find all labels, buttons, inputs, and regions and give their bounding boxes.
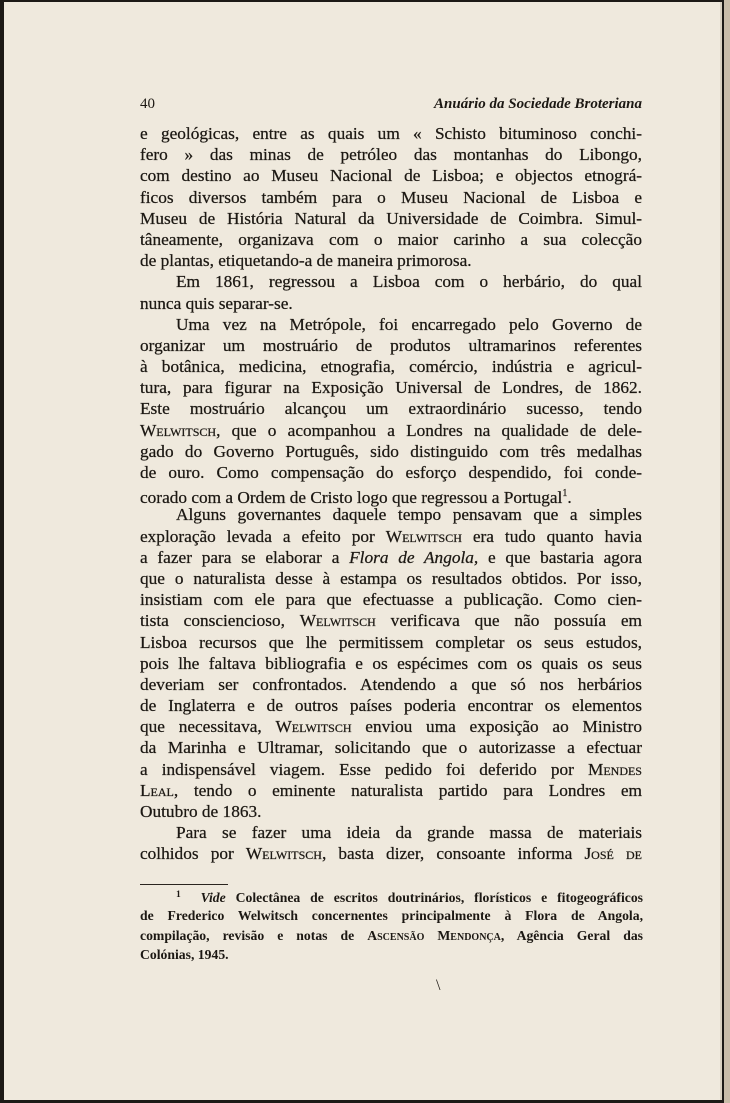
author-name: Welwitsch (140, 420, 217, 440)
footnote-line: $^1$ Vide Colectânea de escritos doutrinários, florísticos e fitogeográficos (176, 890, 643, 905)
text-line: tura, para figurar na Exposição Universal de Londres, de 1862. (140, 378, 642, 398)
text-line: tâneamente, organizava com o maior carinho a sua colecção (140, 229, 642, 249)
text-line: insistiam com ele para que efectuasse a publicação. Como cien- (140, 590, 642, 610)
text-line: Welwitsch, que o acompanhou a Londres na qualidade de dele- (140, 420, 642, 440)
text-line: que necessitava, Welwitsch enviou uma exposição ao Ministro (140, 717, 642, 737)
text-line: exploração levada a efeito por Welwitsch era tudo quanto havia (140, 526, 642, 546)
text-line: de plantas, etiquetando-a de maneira primorosa. (140, 251, 472, 271)
text-line: Uma vez na Metrópole, foi encarregado pelo Governo de (176, 314, 642, 334)
footnote-mark: 1 (176, 890, 181, 900)
stray-ink-mark: \ (436, 977, 441, 994)
text-line: que o naturalista desse à estampa os resultados obtidos. Por isso, (140, 568, 642, 588)
footnote-reference: 1 (562, 488, 568, 500)
text-line: Lisboa recursos que lhe permitissem completar os seus estudos, (140, 632, 642, 652)
author-name: Welwitsch (299, 611, 376, 631)
body-text (140, 123, 642, 865)
book-title: Flora de Angola, (349, 547, 479, 567)
text-line: de ouro. Como compensação do esforço despendido, foi conde- (140, 463, 642, 482)
text-line: fero » das minas de petróleo das montanhas do Libongo, (140, 145, 642, 165)
text-line: nunca quis separar-se. (140, 293, 293, 313)
text-line: corado com a Ordem de Cristo logo que regressou a Portugal$^1$. (140, 487, 572, 507)
text-line: a indispensável viagem. Esse pedido foi deferido por Mendes (140, 759, 642, 779)
footnote-line: compilação, revisão e notas de Ascensão Mendonça, Agência Geral das (140, 927, 643, 943)
author-name: Welwitsch (275, 717, 352, 737)
text-line: com destino ao Museu Nacional de Lisboa; e objectos etnográ- (140, 166, 642, 186)
text-line: da Marinha e Ultramar, solicitando que o autorizasse a efectuar (140, 738, 642, 758)
text-line: ficos diversos também para o Museu Nacional de Lisboa e (140, 187, 642, 207)
person-name: José de (584, 844, 642, 864)
text-line: Em 1861, regressou a Lisboa com o herbário, do qual (176, 272, 642, 292)
text-line: pois lhe faltava bibliografia e os espécimes com os quais os seus (140, 653, 642, 673)
text-line: Outubro de 1863. (140, 802, 262, 821)
text-line: Para se fazer uma ideia da grande massa de materiais (176, 823, 642, 843)
page-number: 40 (140, 96, 155, 112)
text-line: tista consciencioso, Welwitsch verificava que não possuía em (140, 611, 642, 631)
page-edge (724, 0, 730, 1103)
text-line: a fazer para se elaborar a Flora de Angola, e que bastaria agora (140, 547, 642, 567)
text-line: de Inglaterra e de outros países poderia encontrar os elementos (140, 696, 642, 716)
text-line: Museu de História Natural da Universidade de Coimbra. Simul- (140, 208, 642, 228)
author-name: Welwitsch (245, 844, 322, 864)
footnote-divider (140, 884, 228, 885)
running-title: Anuário da Sociedade Broteriana (434, 96, 642, 112)
text-line: gado do Governo Português, sido distinguido com três medalhas (140, 441, 642, 461)
text-line: colhidos por Welwitsch, basta dizer, consoante informa José de (140, 844, 642, 864)
text-line: Leal, tendo o eminente naturalista partido para Londres em (140, 780, 642, 800)
person-name: Leal (140, 780, 174, 800)
text-line: e geológicas, entre as quais um « Schisto bituminoso conchi- (140, 124, 642, 143)
footnote (140, 886, 643, 965)
footnote-line: de Frederico Welwitsch concernentes principalmente à Flora de Angola, (140, 907, 643, 923)
person-name: Mendes (587, 759, 642, 779)
author-name: Welwitsch (385, 526, 462, 546)
text-line: Este mostruário alcançou um extraordinário sucesso, tendo (140, 399, 642, 419)
text-line: à botânica, medicina, etnografia, comércio, indústria e agricul- (140, 357, 642, 377)
text-line: Alguns governantes daquele tempo pensavam que a simples (176, 505, 642, 525)
footnote-line: Colónias, 1945. (140, 947, 229, 963)
person-name: Ascensão Mendonça (367, 927, 501, 943)
text-line: deveriam ser confrontados. Atendendo a que só nos herbários (140, 674, 642, 694)
text-line: organizar um mostruário de produtos ultramarinos referentes (140, 335, 642, 355)
